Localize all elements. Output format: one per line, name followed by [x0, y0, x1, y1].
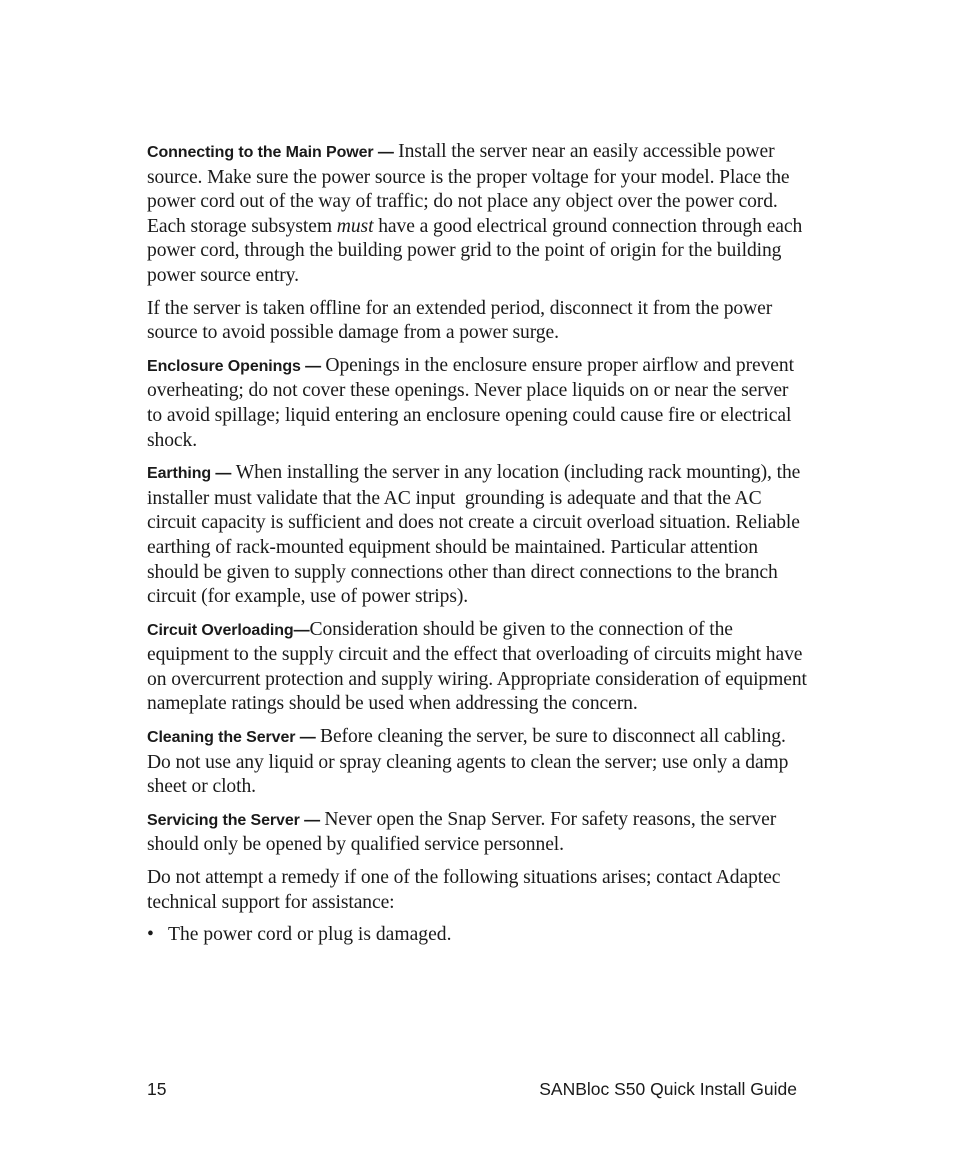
circuit-overloading-text: Consideration should be given to the connection of the equipment to the supply circuit and the effect that overloading of circuits might have on overcurrent protection and supply wiring. Appropriate consideration of equipment nameplate ratings should be used when addressing the concern.	[147, 618, 807, 715]
servicing-text: Never open the Snap Server. For safety reasons, the server should only be opened by qualified service personnel.	[147, 808, 777, 856]
situation-list	[147, 923, 807, 948]
main-power-emphasis: must	[336, 215, 374, 237]
list-item-text: The power cord or plug is damaged.	[168, 924, 452, 946]
page-content	[147, 140, 807, 948]
main-power-text-1: Install the server near an easily accessible power source. Make sure the power source is the proper voltage for your model. Place the power cord out of the way of traffic; do not place any object over the power cord. Each storage subsystem	[147, 141, 790, 237]
paragraph-cleaning	[147, 725, 807, 800]
remedy-text: Do not attempt a remedy if one of the following situations arises; contact Adaptec technical support for assistance:	[147, 867, 781, 913]
paragraph-offline	[147, 297, 807, 346]
heading-enclosure-openings: Enclosure Openings —	[147, 357, 326, 375]
heading-main-power: Connecting to the Main Power —	[147, 144, 399, 161]
heading-cleaning: Cleaning the Server —	[147, 729, 320, 747]
paragraph-enclosure-openings	[147, 354, 807, 453]
heading-circuit-overloading: Circuit Overloading—	[147, 621, 310, 639]
paragraph-circuit-overloading	[147, 618, 807, 717]
main-power-text-2: have a good electrical ground connection through each power cord, through the building power grid to the point of origin for the building power source entry.	[147, 215, 803, 286]
cleaning-text: Before cleaning the server, be sure to disconnect all cabling. Do not use any liquid or spray cleaning agents to clean the server; use only a damp sheet or cloth.	[147, 726, 789, 798]
paragraph-main-power	[147, 140, 807, 289]
enclosure-openings-text: Openings in the enclosure ensure proper airflow and prevent overheating; do not cover these openings. Never place liquids on or near the server to avoid spillage; liquid entering an enclosure opening could cause fire or electrical shock.	[147, 354, 794, 451]
heading-earthing: Earthing —	[147, 465, 236, 483]
page-number: 15	[147, 1079, 167, 1099]
paragraph-remedy	[147, 866, 807, 915]
earthing-text: When installing the server in any location (including rack mounting), the installer must validate that the AC input grounding is adequate and that the AC circuit capacity is sufficient and does not create a circuit overload situation. Reliable earthing of rack-mounted equipment should be maintained. Particular attention should be given to supply connections other than direct connections to the branch circuit (for example, use of power strips).	[147, 462, 801, 608]
document-title: SANBloc S50 Quick Install Guide	[539, 1079, 797, 1099]
page-footer	[147, 1079, 797, 1100]
bullet-icon: •	[147, 924, 154, 946]
paragraph-servicing	[147, 808, 807, 858]
offline-text: If the server is taken offline for an extended period, disconnect it from the power source to avoid possible damage from a power surge.	[147, 297, 773, 344]
heading-servicing: Servicing the Server —	[147, 811, 325, 829]
list-item	[147, 923, 807, 948]
paragraph-earthing	[147, 461, 807, 610]
